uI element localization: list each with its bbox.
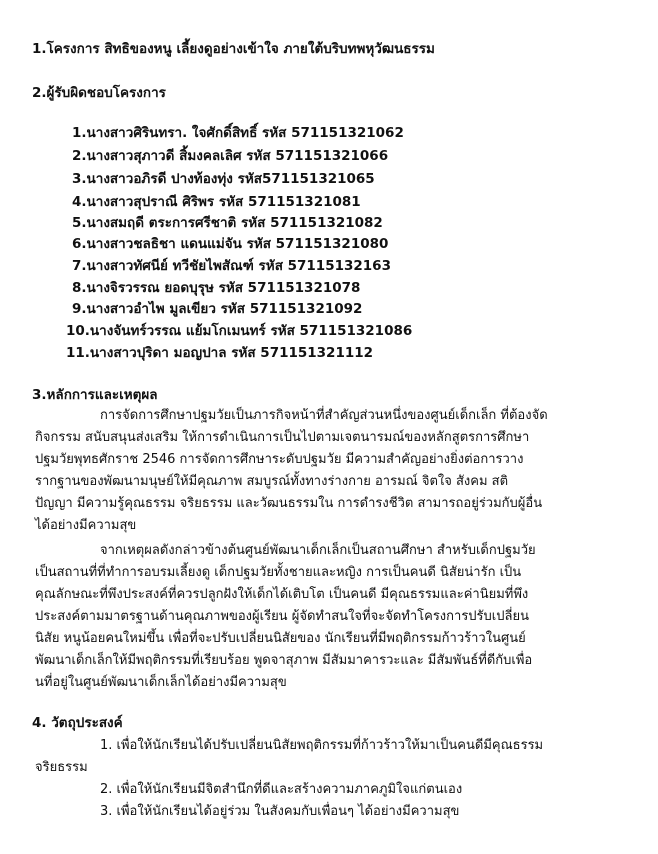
paragraph-line: ปฐมวัยพุทธศักราช 2546 การจัดการศึกษาระดับปฐมวัย มีความสำคัญอย่างยิ่งต่อการวาง [35, 452, 524, 467]
list-item: 7.นางสาวทัศนีย์ ทวีชัยไพสัณฑ์ รหัส 57115132163 [72, 258, 391, 274]
paragraph-line: รากฐานของพัฒนามนุษย์ให้มีคุณภาพ สมบูรณ์ทั้งทางร่างกาย อารมณ์ จิตใจ สังคม สติ [35, 474, 509, 489]
paragraph-line: นิสัย หนูน้อยคนใหม่ขึ้น เพื่อที่จะปรับเปลี่ยนนิสัยของ นักเรียนที่มีพฤติกรรมก้าวร้าวในศูนย์ [35, 631, 526, 646]
paragraph-line: ได้อย่างมีความสุข [35, 518, 137, 533]
list-item: 1. เพื่อให้นักเรียนได้ปรับเปลี่ยนนิสัยพฤติกรรมที่ก้าวร้าวให้มาเป็นคนดีมีคุณธรรม [100, 738, 544, 753]
paragraph-line: เป็นสถานที่ที่ทำการอบรมเลี้ยงดู เด็กปฐมวัยทั้งชายและหญิง การเป็นคนดี นิสัยน่ารัก เป็น [35, 565, 522, 580]
project-title: 1.โครงการ สิทธิของหนู เลี้ยงดูอย่างเข้าใจ ภายใต้บริบทพหุวัฒนธรรม [32, 41, 435, 57]
list-item: 6.นางสาวชลธิชา แดนแม่จัน รหัส 571151321080 [72, 236, 389, 252]
list-item: 3. เพื่อให้นักเรียนได้อยู่ร่วม ในสังคมกับเพื่อนๆ ได้อย่างมีความสุข [100, 804, 460, 819]
paragraph-line: พัฒนาเด็กเล็กให้มีพฤติกรรมที่เรียบร้อย พูดจาสุภาพ มีสัมมาคารวะและ มีสัมพันธ์ที่ดีกับเพื่อ [35, 653, 533, 668]
list-item: 2. เพื่อให้นักเรียนมีจิตสำนึกที่ดีและสร้างความภาคภูมิใจแก่ตนเอง [100, 782, 463, 797]
list-item: 11.นางสาวปุริดา มอญปาล รหัส 571151321112 [66, 345, 374, 361]
responsible-heading: 2.ผู้รับผิดชอบโครงการ [32, 85, 166, 101]
list-item: 3.นางสาวอภิรดี ปางท้องทุ่ง รหัส571151321065 [72, 171, 375, 187]
list-item: 10.นางจันทร์วรรณ แย้มโกเมนทร์ รหัส 571151321086 [66, 323, 413, 339]
paragraph-line: การจัดการศึกษาปฐมวัยเป็นภารกิจหน้าที่สำคัญส่วนหนึ่งของศูนย์เด็กเล็ก ที่ต้องจัด [100, 408, 548, 423]
list-item: 5.นางสมฤดี ตระการศรีชาติ รหัส 571151321082 [72, 215, 383, 231]
rationale-heading: 3.หลักการและเหตุผล [32, 387, 158, 403]
list-item: 2.นางสาวสุภาวดี สิ้มงคลเลิศ รหัส 571151321066 [72, 148, 389, 164]
paragraph-line: ปัญญา มีความรู้คุณธรรม จริยธรรม และวัฒนธรรมใน การดำรงชีวิต สามารถอยู่ร่วมกับผู้อื่น [35, 496, 543, 511]
list-item: 1.นางสาวศิรินทรา. ใจศักดิ์สิทธิ์ รหัส 571151321062 [72, 125, 404, 141]
paragraph-line: นที่อยู่ในศูนย์พัฒนาเด็กเล็กได้อย่างมีความสุข [35, 675, 287, 690]
list-item: จริยธรรม [35, 760, 88, 775]
paragraph-line: ประสงค์ตามมาตรฐานด้านคุณภาพของผู้เรียน ผู้จัดทำสนใจที่จะจัดทำโครงการปรับเปลี่ยน [35, 609, 529, 624]
list-item: 9.นางสาวอำไพ มูลเขียว รหัส 571151321092 [72, 301, 363, 317]
paragraph-line: คุณลักษณะที่พึงประสงค์ที่ควรปลูกฝังให้เด็กได้เติบโต เป็นคนดี มีคุณธรรมและค่านิยมที่พึง [35, 587, 529, 602]
paragraph-line: กิจกรรม สนับสนุนส่งเสริม ให้การดำเนินการเป็นไปตามเจตนารมณ์ของหลักสูตรการศึกษา [35, 430, 530, 445]
list-item: 8.นางจิรวรรณ ยอดบุรุษ รหัส 571151321078 [72, 280, 361, 296]
list-item: 4.นางสาวสุปราณี ศิริพร รหัส 571151321081 [72, 194, 361, 210]
objectives-heading: 4. วัตถุประสงค์ [32, 715, 123, 731]
paragraph-line: จากเหตุผลดังกล่าวข้างต้นศูนย์พัฒนาเด็กเล็กเป็นสถานศึกษา สำหรับเด็กปฐมวัย [100, 543, 536, 558]
